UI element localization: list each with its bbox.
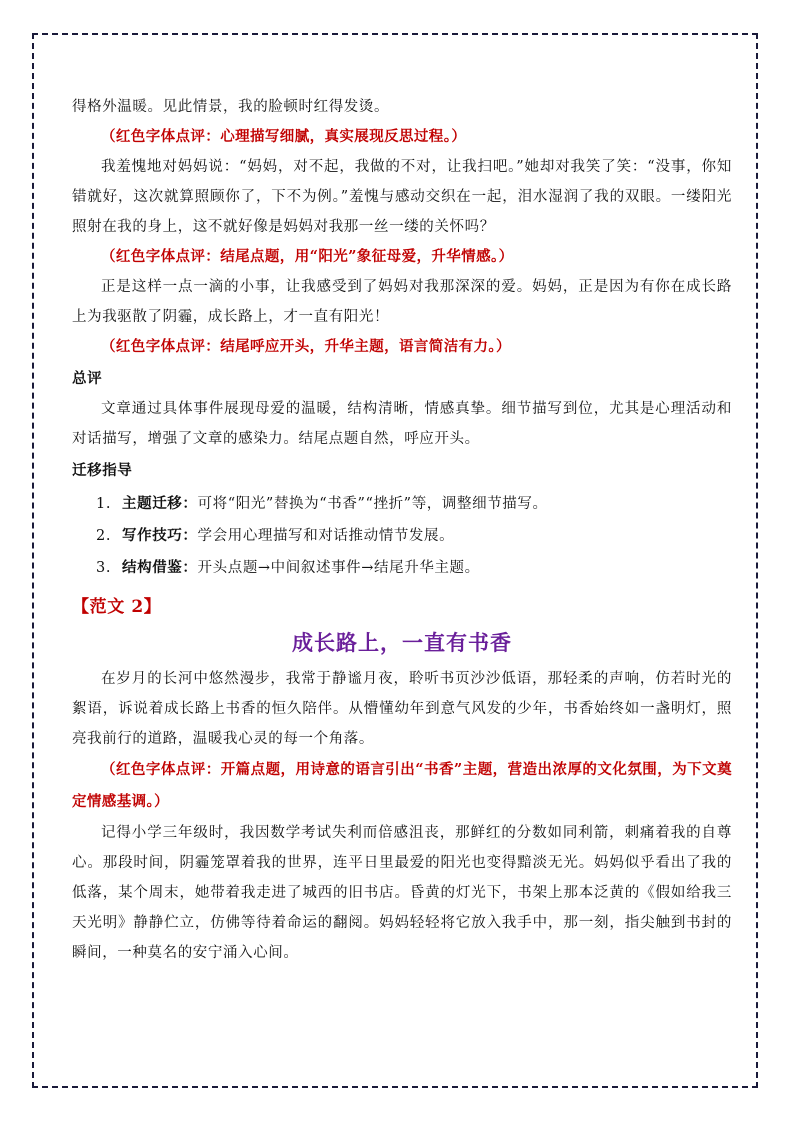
guide-item bbox=[72, 552, 732, 584]
summary-text: 文章通过具体事件展现母爱的温暖，结构清晰，情感真挚。细节描写到位，尤其是心理活动和对话描写，增强了文章的感染力。结尾点题自然，呼应开头。 bbox=[72, 401, 732, 447]
guide-item-term: 写作技巧 bbox=[122, 527, 183, 544]
sample-essay-label: 【范文 2】 bbox=[72, 597, 162, 617]
guide-item-separator: ： bbox=[182, 559, 198, 576]
guide-item-separator: ： bbox=[182, 527, 198, 544]
guide-item-separator: ： bbox=[182, 495, 198, 512]
document-body bbox=[72, 92, 732, 968]
summary-heading: 总评 bbox=[72, 370, 103, 387]
paragraph: 正是这样一点一滴的小事，让我感受到了妈妈对我那深深的爱。妈妈，正是因为有你在成长路上为我驱散了阴霾，成长路上，才一直有阳光！ bbox=[72, 279, 732, 325]
guide-list bbox=[72, 488, 732, 584]
guide-item bbox=[72, 488, 732, 520]
guide-item-term: 结构借鉴 bbox=[122, 559, 183, 576]
paragraph: 我羞愧地对妈妈说：“妈妈，对不起，我做的不对，让我扫吧。”她却对我笑了笑：“没事，你知错就好，这次就算照顾你了，下不为例。”羞愧与感动交织在一起，泪水湿润了我的双眼。一缕阳光照射在我的身上，这不就好像是妈妈对我那一丝一缕的关怀吗？ bbox=[72, 159, 732, 235]
red-comment: （红色字体点评：结尾点题，用“阳光”象征母爱，升华情感。） bbox=[101, 248, 514, 265]
red-comment: （红色字体点评：开篇点题，用诗意的语言引出“书香”主题，营造出浓厚的文化氛围，为下文奠定情感基调。） bbox=[72, 761, 732, 810]
paragraph: 得格外温暖。见此情景，我的脸顿时红得发烫。 bbox=[72, 99, 390, 115]
paragraph: 记得小学三年级时，我因数学考试失利而倍感沮丧，那鲜红的分数如同利箭，刺痛着我的自尊心。那段时间，阴霾笼罩着我的世界，连平日里最爱的阳光也变得黯淡无光。妈妈似乎看出了我的低落，某个周末，她带着我走进了城西的旧书店。昏黄的灯光下，书架上那本泛黄的《假如给我三天光明》静静伫立，仿佛等待着命运的翻阅。妈妈轻轻将它放入我手中，那一刻，指尖触到书封的瞬间，一种莫名的安宁涌入心间。 bbox=[72, 825, 732, 961]
guide-item-text: 可将“阳光”替换为“书香”“挫折”等，调整细节描写。 bbox=[197, 496, 548, 512]
guide-heading: 迁移指导 bbox=[72, 462, 133, 479]
guide-item-number: 1. bbox=[96, 496, 112, 512]
guide-item-text: 学会用心理描写和对话推动情节发展。 bbox=[197, 528, 455, 544]
guide-item-term: 主题迁移 bbox=[122, 495, 183, 512]
essay-title: 成长路上，一直有书香 bbox=[292, 630, 512, 655]
guide-item bbox=[72, 520, 732, 552]
paragraph: 在岁月的长河中悠然漫步，我常于静谧月夜，聆听书页沙沙低语，那轻柔的声响，仿若时光的絮语，诉说着成长路上书香的恒久陪伴。从懵懂幼年到意气风发的少年，书香始终如一盏明灯，照亮我前行的道路，温暖我心灵的每一个角落。 bbox=[72, 671, 732, 747]
guide-item-text: 开头点题→中间叙述事件→结尾升华主题。 bbox=[197, 560, 480, 576]
red-comment: （红色字体点评：结尾呼应开头，升华主题，语言简洁有力。） bbox=[101, 338, 511, 355]
guide-item-number: 3. bbox=[96, 560, 112, 576]
red-comment: （红色字体点评：心理描写细腻，真实展现反思过程。） bbox=[101, 128, 467, 145]
guide-item-number: 2. bbox=[96, 528, 112, 544]
